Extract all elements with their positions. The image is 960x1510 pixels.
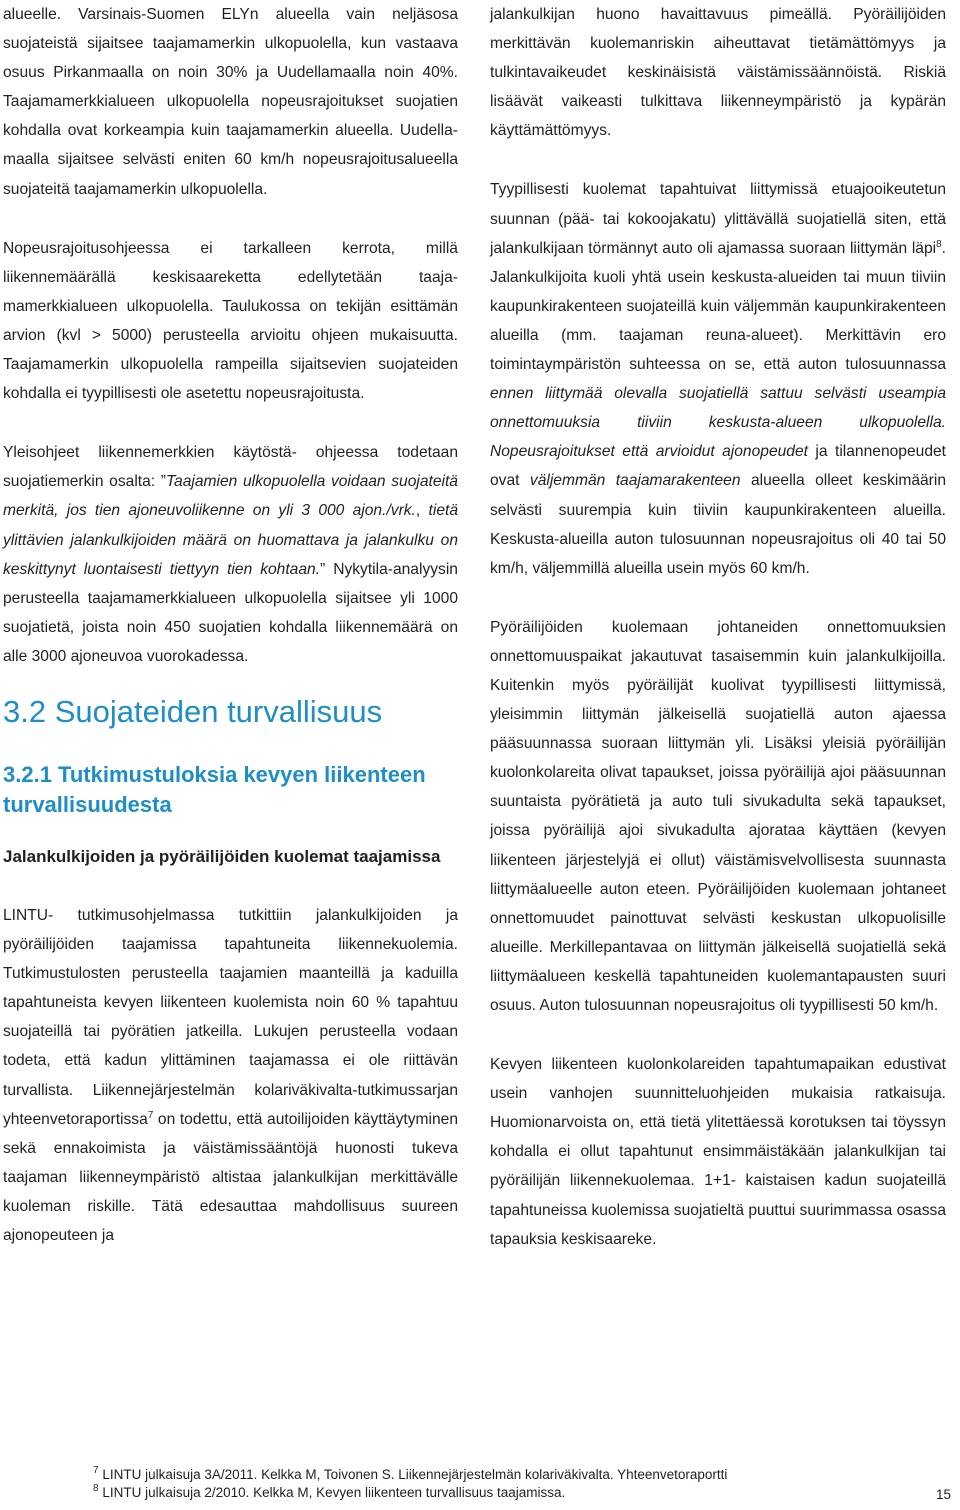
footnote: $^7$ LINTU julkaisuja 3A/2011. Kelkka M, Toivonen S. Liikennejärjestelmän kolariväkivalta. Yhteenvetoraportti (93, 1465, 728, 1482)
page-number: 15 (936, 1487, 952, 1502)
paragraph: Kevyen liikenteen kuolonkolareiden tapahtumapaikan edustivat usein vanhojen suunnitteluohjeiden mukaisia ratkaisuja. Huomionarvoista on, että tietä ylitettäessä korotuksen tai töyssyn kohdalla ei ollut tapahtunut ensimmäistäkään jalankulkijan tai pyöräilijän liikennekuolemaa. 1+1- kaistaisen kadun suojateillä tapahtuneissa kuolemissa suojatieltä puuttui suurimmassa osassa tapauksia keskisaareke. (490, 1056, 946, 1248)
footnote-ref[interactable]: 7 (147, 1109, 154, 1121)
paragraph: Nopeusrajoitusohjeessa ei tarkalleen kerrota, millä liikennemäärällä keskisaareketta edellytetään taajamamerkkialueen ulkopuolella. Taulukossa on tekijän esittämän arvion (kvl > 5000) perusteella arvioitu ohjeen mukaisuutta. Taajamamerkin ulkopuolella rampeilla sijaitsevien suojateiden kohdalla ei tyypillisesti ole asetettu nopeusrajoitusta. (3, 239, 458, 403)
paragraph: jalankulkijan huono havaittavuus pimeällä. Pyöräilijöiden merkittävän kuolemanriskin aiheuttavat tietämättömyys ja tulkintavaikeudet keskinäisistä väistämissäännöistä. Riskiä lisäävät vaikeasti tulkittava liikenneympäristö ja kypärän käyttämättömyys. (490, 6, 946, 140)
right-column (490, 0, 946, 1254)
footnote: $^8$ LINTU julkaisuja 2/2010. Kelkka M, Kevyen liikenteen turvallisuus taajamissa. (93, 1483, 566, 1500)
footnotes (93, 1466, 893, 1502)
paragraph: LINTU- tutkimusohjelmassa tutkittiin jalankulkijoiden ja pyöräilijöiden taajamissa tapahtuneita liikennekuolemia. Tutkimustulosten perusteella taajamien maanteillä ja kaduilla tapahtuneista kevyen liikenteen kuolemista noin 60 % tapahtuu suojateillä tai pyörätien jatkeilla. Lukujen perusteella vodaan todeta, että kadun ylittäminen taajamassa ei ole riittävän turvallista. Liikennejärjestelmän kolariväkivalta-tutkimussarjan yhteenvetoraportissa$^7$ on todettu, että autoilijoiden käyttäytyminen sekä ennakoimista ja väistämissääntöjä huonosti tukeva taajaman liikenneympäristö altistaa jalankulkijan merkittävälle kuoleman riskille. Tätä edesauttaa mahdollisuus suureen ajonopeuteen ja (3, 906, 458, 1244)
paragraph: alueelle. Varsinais-Suomen ELYn alueella vain neljäsosa suojateistä sijaitsee taajamamerkin ulkopuolella, kun vastaava osuus Pirkanmaalla on noin 30% ja Uudellamaalla noin 40%. Taajamamerkkialueen ulkopuolella nopeusrajoitukset suojatien kohdalla ovat korkeampia kuin taajamamerkin alueella. Uudellamaalla sijaitsee selvästi eniten 60 km/h nopeusrajoitusalueella suojateitä taajamamerkin ulkopuolella. (3, 6, 458, 198)
paragraph: Pyöräilijöiden kuolemaan johtaneiden onnettomuuksien onnettomuuspaikat jakautuvat tasaisemmin kuin jalankulkijoilla. Kuitenkin myös pyöräilijät kuolivat tyypillisesti liittymissä, yleisimmin liittymän jälkeisellä suojatiellä auton ajaessa pääsuunnassa suoraan liittymän yli. Lisäksi yleisiä pyöräilijän kuolonkolareita olivat tapaukset, joissa pyöräilijä ajoi pääsuunnan suuntaista pyörätietä ja auto tuli sivukadulta sekä tapaukset, joissa pyöräilijä ajoi sivukadulta ajorataa käyttäen (kevyen liikenteen järjestelyjä ei ollut) väistämisvelvollisesta suunnasta liittymäalueelle auton eteen. Pyöräilijöiden kuolemaan johtaneet onnettomuudet painottuvat selvästi keskustan ulkopuolisille alueille. Merkillepantavaa on liittymän jälkeisellä suojatiellä sekä liittymäalueen keskellä tapahtuneiden kuolemantapausten suuri osuus. Auton tulosuunnan nopeusrajoitus oli tyypillisesti 50 km/h. (490, 618, 946, 1014)
subheading: Jalankulkijoiden ja pyöräilijöiden kuolemat taajamissa (3, 846, 441, 866)
subsection-heading: 3.2.1 Tutkimustuloksia kevyen liikenteen turvallisuudesta (3, 761, 426, 817)
paragraph: Yleisohjeet liikennemerkkien käytöstä- ohjeessa todetaan suojatiemerkin osalta: ”Taajamien ulkopuolella voidaan suojateitä merkitä, jos tien ajoneuvoliikenne on yli 3 000 ajon./vrk., tietä ylittävien jalankulkijoiden määrä on huomattava ja jalankulku on keskittynyt luontaisesti tiettyyn tien kohtaan.” Nykytila-analyysin perusteella taajamamerkkialueen ulkopuolella sijaitsee yli 1000 suojatietä, joista noin 450 suojatien kohdalla liikennemäärä on alle 3000 ajoneuvoa vuorokadessa. (3, 444, 458, 665)
paragraph: Tyypillisesti kuolemat tapahtuivat liittymissä etuajooikeutetun suunnan (pää- tai kokoojakatu) ylittävällä suojatiellä siten, että jalankulkijaan törmännyt auto oli ajamassa suoraan liittymän läpi$^8$. Jalankulkijoita kuoli yhtä usein keskusta-alueiden tai muun tiiviin kaupunkirakenteen suojateillä kuin väljemmän kaupunkirakenteen alueilla (mm. taajaman reuna-alueet). Merkittävin ero toimintaympäristön suhteessa on se, että auton tulosuunnassa ennen liittymää olevalla suojatiellä sattuu selvästi useampia onnettomuuksia tiiviin keskusta-alueen ulkopuolella. Nopeusrajoitukset että arvioidut ajonopeudet ja tilannenopeudet ovat väljemmän taajamarakenteen alueella olleet keskimäärin selvästi suurempia kuin tiiviin kaupunkirakenteen alueilla. Keskusta-alueilla auton tulosuunnan nopeusrajoitus oli 40 tai 50 km/h, väljemmillä alueilla usein myös 60 km/h. (490, 181, 946, 577)
footnote-ref[interactable]: 8 (936, 238, 942, 250)
left-column (3, 0, 458, 1250)
section-heading: 3.2 Suojateiden turvallisuus (3, 693, 383, 729)
